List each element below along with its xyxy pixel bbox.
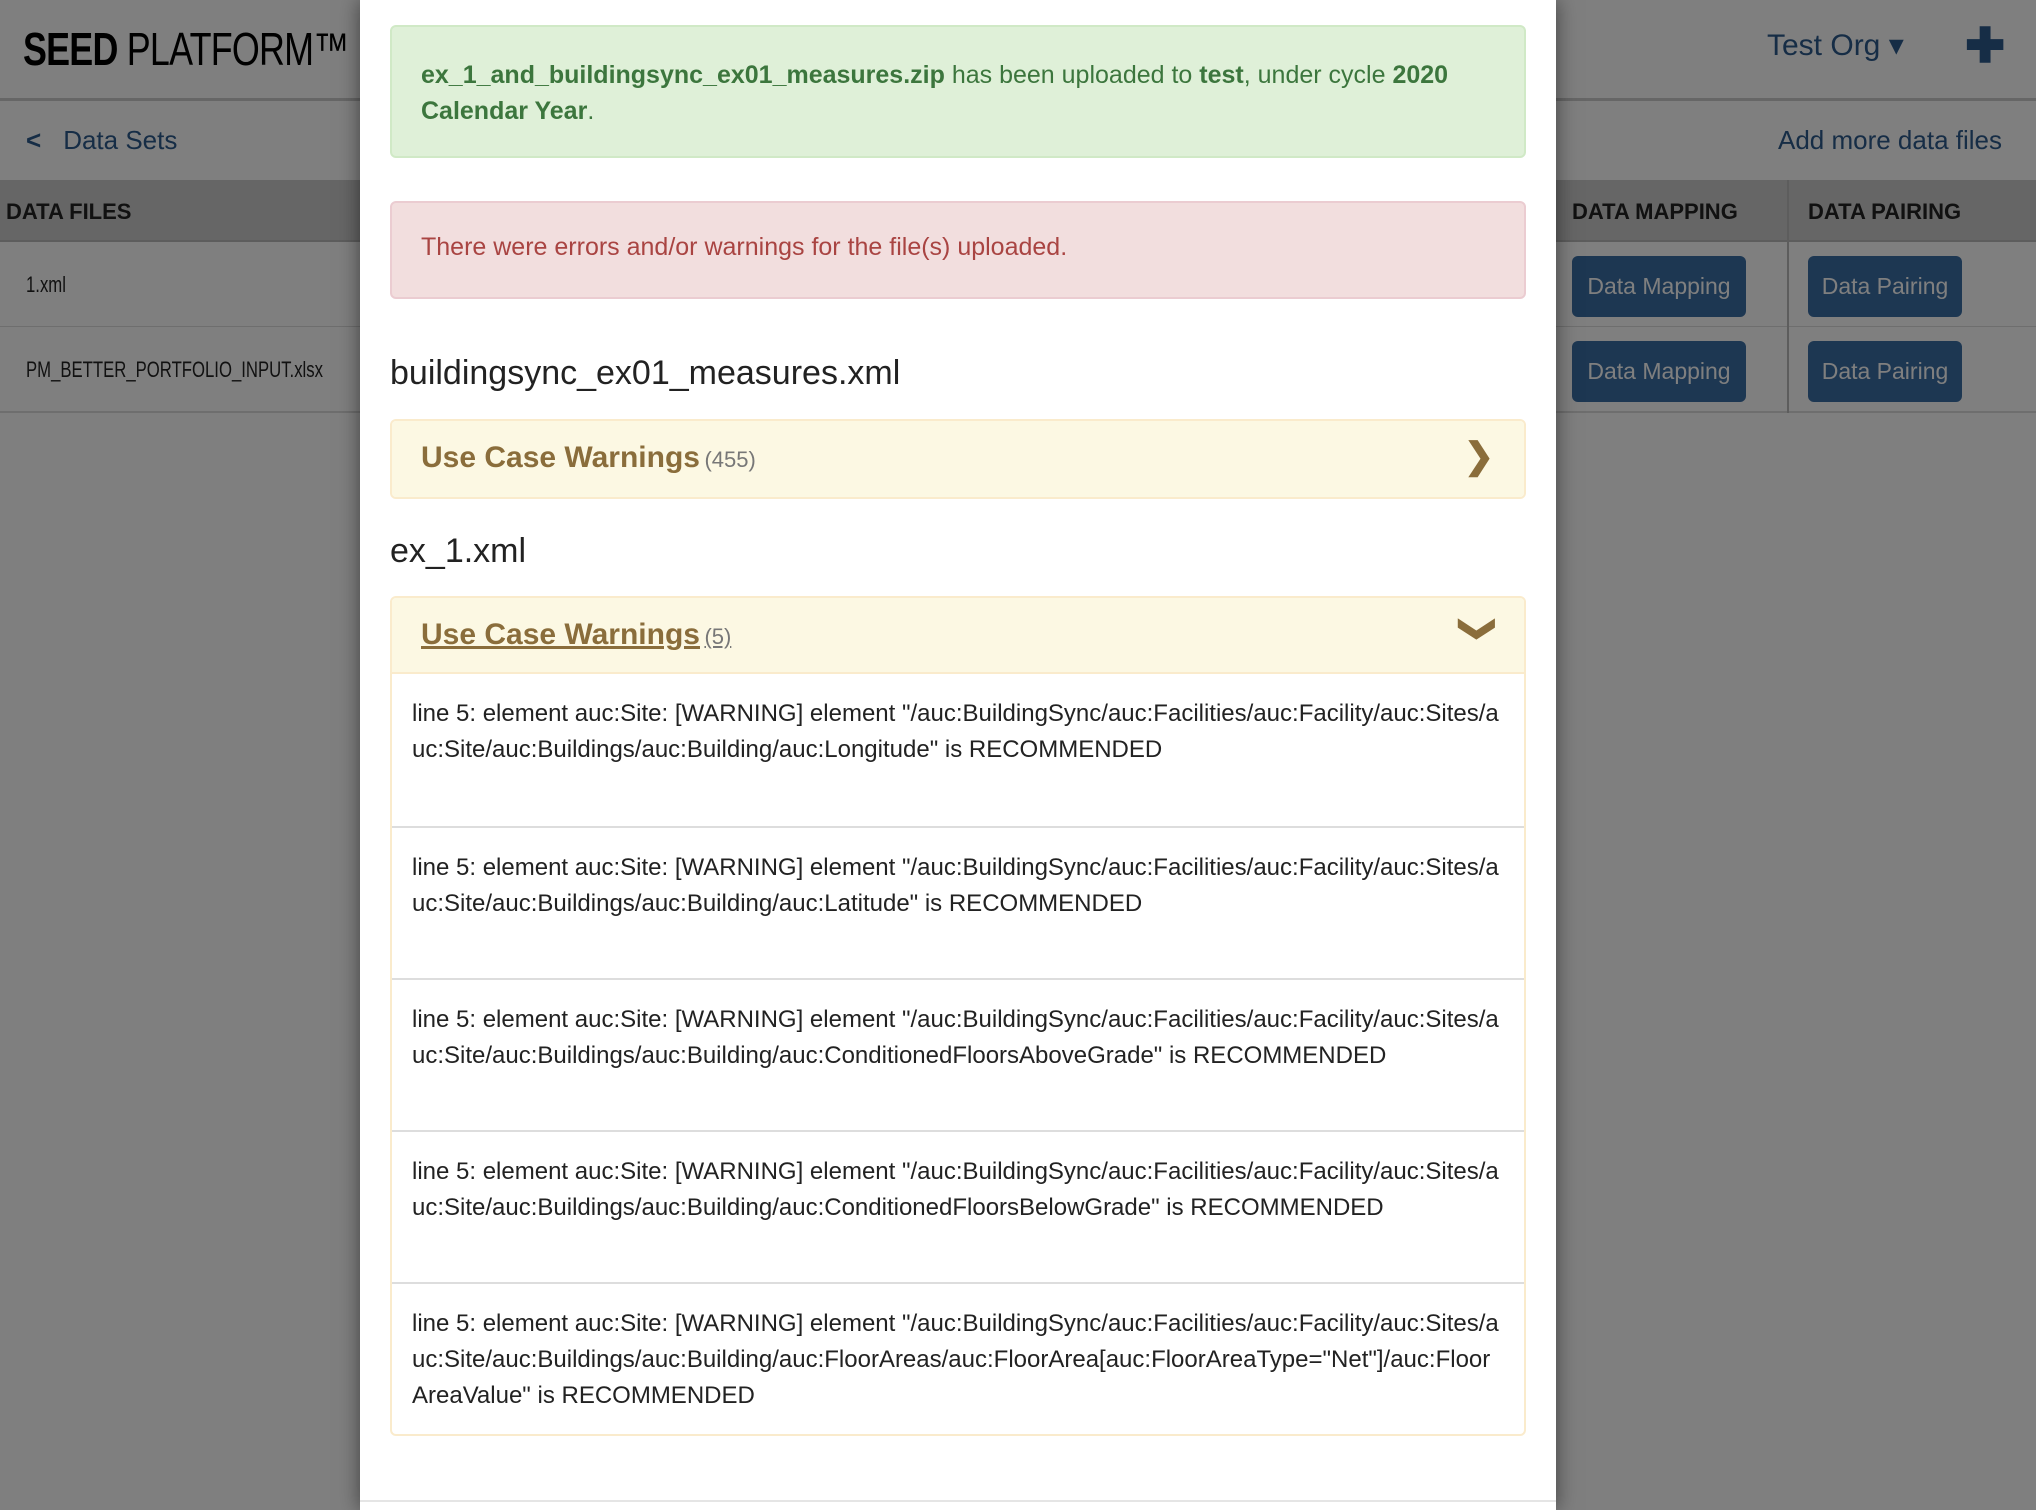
panel-title: Use Case Warnings bbox=[421, 441, 700, 474]
file-heading: ex_1.xml bbox=[390, 532, 527, 570]
panel-title: Use Case Warnings bbox=[421, 618, 700, 651]
list-item: line 5: element auc:Site: [WARNING] element "/auc:BuildingSync/auc:Facilities/auc:Facility/auc:Sites/auc:Site/auc:Buildings/auc:Building/auc:ConditionedFloorsBelowGrade" is RECOMMENDED bbox=[392, 1130, 1524, 1282]
cycle-name: 2020 Calendar Year bbox=[421, 61, 1449, 125]
error-alert: There were errors and/or warnings for the file(s) uploaded. bbox=[390, 201, 1526, 299]
success-text: has been uploaded to bbox=[944, 61, 1200, 89]
upload-results-modal bbox=[360, 0, 1556, 1510]
success-text: . bbox=[587, 97, 595, 125]
warnings-panel bbox=[390, 419, 1526, 499]
warnings-panel bbox=[390, 596, 1526, 1436]
warning-count: (5) bbox=[704, 624, 732, 649]
list-item: line 5: element auc:Site: [WARNING] element "/auc:BuildingSync/auc:Facilities/auc:Facility/auc:Sites/auc:Site/auc:Buildings/auc:Building/auc:ConditionedFloorsAboveGrade" is RECOMMENDED bbox=[392, 978, 1524, 1130]
file-heading: buildingsync_ex01_measures.xml bbox=[390, 354, 901, 392]
list-item: line 5: element auc:Site: [WARNING] element "/auc:BuildingSync/auc:Facilities/auc:Facility/auc:Sites/auc:Site/auc:Buildings/auc:Building/auc:Latitude" is RECOMMENDED bbox=[392, 826, 1524, 978]
chevron-right-icon: ❯ bbox=[1463, 435, 1494, 476]
chevron-down-icon: ❯ bbox=[1458, 613, 1500, 645]
list-item: line 5: element auc:Site: [WARNING] element "/auc:BuildingSync/auc:Facilities/auc:Facility/auc:Sites/auc:Site/auc:Buildings/auc:Building/auc:FloorAreas/auc:FloorArea[auc:FloorAreaType="Net"]/auc:FloorAreaValue" is RECOMMENDED bbox=[392, 1282, 1524, 1434]
success-text: , under cycle bbox=[1243, 61, 1393, 89]
panel-toggle[interactable] bbox=[392, 421, 1524, 497]
list-item: line 5: element auc:Site: [WARNING] element "/auc:BuildingSync/auc:Facilities/auc:Facility/auc:Sites/auc:Site/auc:Buildings/auc:Building/auc:Longitude" is RECOMMENDED bbox=[412, 700, 1499, 763]
dataset-name: test bbox=[1199, 61, 1244, 89]
panel-toggle[interactable] bbox=[392, 598, 1524, 674]
success-alert bbox=[390, 25, 1526, 158]
warning-count: (455) bbox=[704, 447, 756, 472]
zip-file-name: ex_1_and_buildingsync_ex01_measures.zip bbox=[421, 61, 945, 89]
warnings-list bbox=[392, 674, 1524, 1434]
modal-footer-divider bbox=[360, 1500, 1556, 1502]
